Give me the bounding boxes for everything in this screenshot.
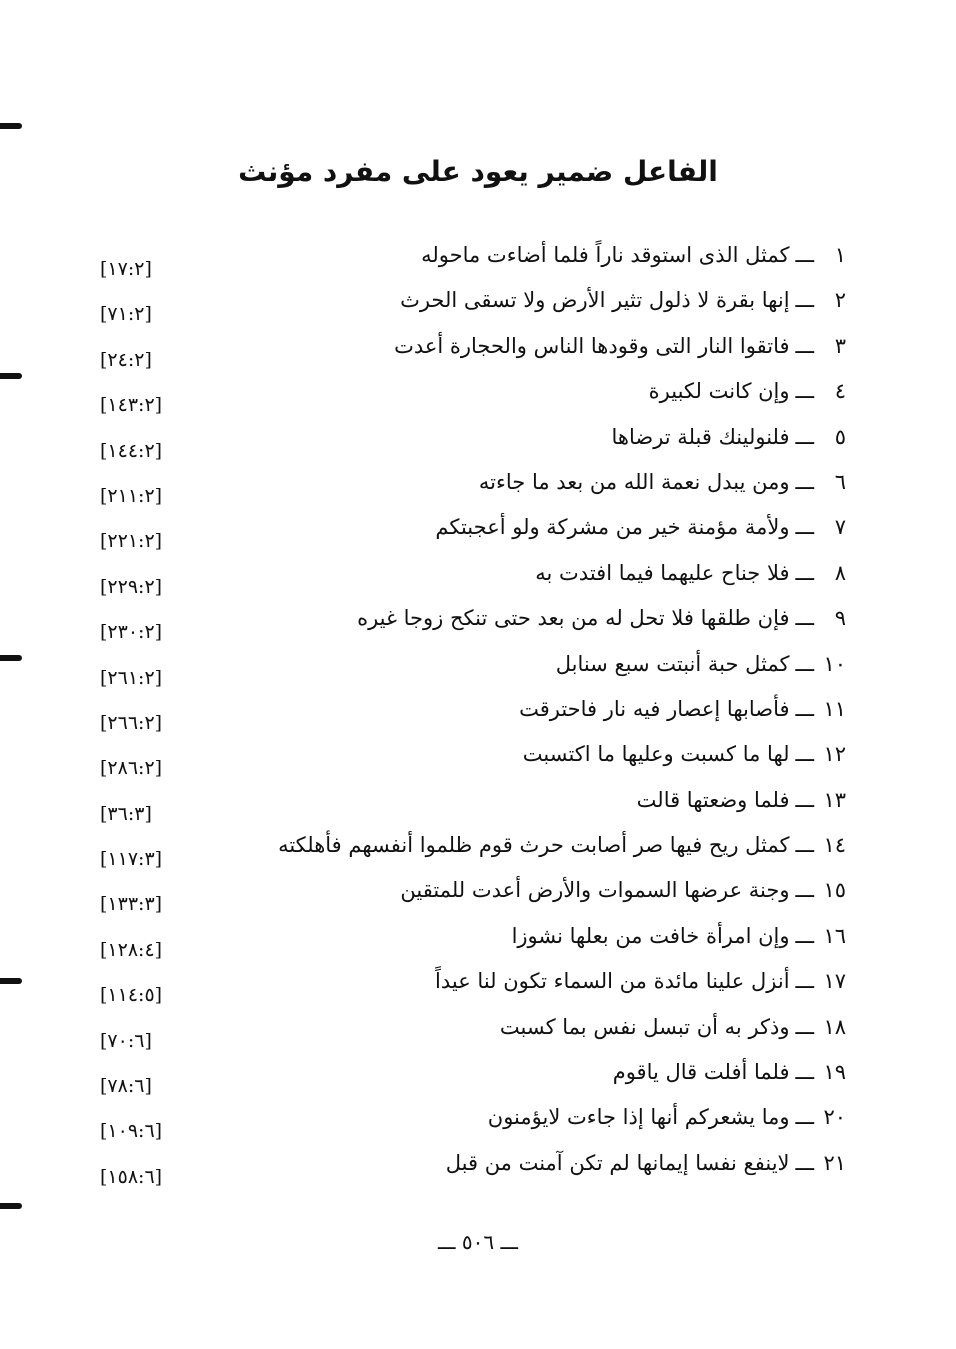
verse-line bbox=[479, 465, 846, 499]
list-item bbox=[0, 1146, 956, 1191]
list-item bbox=[0, 1055, 956, 1100]
dash-separator: ـــ bbox=[795, 878, 814, 903]
dash-separator: ـــ bbox=[795, 969, 814, 994]
verse-line bbox=[400, 873, 846, 907]
verse-reference: [٢٢١:٢] bbox=[100, 530, 163, 553]
verse-text: كمثل الذى استوقد ناراً فلما أضاءت ماحوله bbox=[421, 243, 790, 267]
list-item bbox=[0, 1010, 956, 1055]
verse-text: كمثل ريح فيها صر أصابت حرث قوم ظلموا أنفسهم فأهلكته bbox=[278, 833, 790, 858]
verse-number: ١٩ bbox=[823, 1060, 846, 1085]
dash-separator: ـــ bbox=[795, 333, 814, 358]
verse-reference: [٣٦:٣] bbox=[100, 802, 152, 825]
list-item bbox=[0, 873, 956, 918]
verse-text: وإن امرأة خافت من بعلها نشوزا bbox=[511, 923, 790, 948]
verse-text: فلا جناح عليهما فيما افتدت به bbox=[535, 560, 790, 585]
page-title: الفاعل ضمير يعود على مفرد مؤنث bbox=[238, 155, 718, 188]
verse-number: ١٠ bbox=[823, 651, 846, 676]
verse-reference: [١٣٣:٣] bbox=[100, 893, 163, 916]
verse-reference: [٢٣٠:٢] bbox=[100, 621, 163, 644]
list-item bbox=[0, 783, 956, 828]
dash-separator: ـــ bbox=[795, 515, 814, 540]
verse-number: ٩ bbox=[834, 606, 846, 631]
verse-reference: [٢٦٦:٢] bbox=[100, 711, 163, 734]
verse-text: وما يشعركم أنها إذا جاءت لايؤمنون bbox=[487, 1105, 790, 1130]
verse-number: ٤ bbox=[834, 379, 846, 404]
dash-separator: ـــ bbox=[795, 696, 814, 721]
list-item bbox=[0, 556, 956, 601]
verse-line bbox=[435, 964, 846, 998]
verse-reference: [١١٧:٣] bbox=[100, 848, 163, 871]
verse-line bbox=[612, 420, 847, 454]
verse-line bbox=[523, 737, 846, 771]
verse-number: ٨ bbox=[834, 560, 846, 585]
verse-text: لها ما كسبت وعليها ما اكتسبت bbox=[522, 742, 790, 767]
verse-number: ٦ bbox=[834, 469, 846, 494]
verse-number: ٢٠ bbox=[823, 1105, 846, 1130]
verse-text: فلما أفلت قال ياقوم bbox=[612, 1060, 790, 1085]
verse-number: ١٦ bbox=[823, 923, 846, 948]
list-item bbox=[0, 238, 956, 283]
verse-number: ١ bbox=[834, 243, 846, 267]
list-item bbox=[0, 374, 956, 419]
verse-number: ١٥ bbox=[823, 878, 846, 903]
verse-line bbox=[435, 510, 846, 544]
dash-separator: ـــ bbox=[795, 1150, 814, 1175]
verse-text: وذكر به أن تبسل نفس بما كسبت bbox=[499, 1014, 790, 1039]
verse-reference: [٢٨٦:٢] bbox=[100, 757, 163, 780]
dash-separator: ـــ bbox=[795, 606, 814, 631]
verse-reference: [٧١:٢] bbox=[100, 303, 152, 326]
dash-separator: ـــ bbox=[795, 288, 814, 313]
verse-line bbox=[488, 1100, 846, 1134]
verse-text: أنزل علينا مائدة من السماء تكون لنا عيداً bbox=[435, 969, 790, 994]
verse-number: ١٨ bbox=[823, 1014, 846, 1039]
list-item bbox=[0, 420, 956, 465]
list-item bbox=[0, 692, 956, 737]
verse-reference: [٢١١:٢] bbox=[100, 484, 163, 507]
dash-separator: ـــ bbox=[795, 1060, 814, 1085]
verse-number: ١٧ bbox=[823, 969, 846, 994]
dash-separator: ـــ bbox=[795, 833, 814, 858]
dash-separator: ـــ bbox=[795, 1014, 814, 1039]
list-item bbox=[0, 647, 956, 692]
dash-separator: ـــ bbox=[795, 923, 814, 948]
verse-line bbox=[400, 283, 846, 317]
verse-line bbox=[519, 692, 846, 726]
list-item bbox=[0, 828, 956, 873]
list-item bbox=[0, 329, 956, 374]
list-item bbox=[0, 601, 956, 646]
verse-reference: [١١٤:٥] bbox=[100, 984, 163, 1007]
verse-text: كمثل حبة أنبتت سبع سنابل bbox=[555, 651, 790, 676]
scan-edge-mark bbox=[0, 123, 22, 129]
verse-number: ١٣ bbox=[823, 787, 846, 812]
page-number: ـــ ٥٠٦ ـــ bbox=[437, 1230, 519, 1254]
verse-number: ٥ bbox=[834, 424, 846, 449]
verse-line bbox=[535, 556, 846, 590]
verse-number: ٧ bbox=[834, 515, 846, 540]
dash-separator: ـــ bbox=[795, 651, 814, 676]
verse-line bbox=[512, 919, 846, 953]
dash-separator: ـــ bbox=[795, 424, 814, 449]
dash-separator: ـــ bbox=[795, 742, 814, 767]
verse-text: لاينفع نفسا إيمانها لم تكن آمنت من قبل bbox=[445, 1150, 790, 1175]
dash-separator: ـــ bbox=[795, 243, 814, 267]
verse-line bbox=[556, 647, 846, 681]
list-item bbox=[0, 465, 956, 510]
verse-reference: [٧٠:٦] bbox=[100, 1029, 152, 1052]
verse-text: فإن طلقها فلا تحل له من بعد حتى تنكح زوجا غيره bbox=[357, 606, 790, 631]
list-item bbox=[0, 919, 956, 964]
verse-line bbox=[278, 828, 846, 862]
verse-text: إنها بقرة لا ذلول تثير الأرض ولا تسقى الحرث bbox=[400, 288, 790, 313]
verse-reference: [١٤٤:٢] bbox=[100, 439, 163, 462]
verse-reference: [١٢٨:٤] bbox=[100, 938, 163, 961]
dash-separator: ـــ bbox=[795, 1105, 814, 1130]
verse-line bbox=[357, 601, 846, 635]
verse-number: ٢ bbox=[834, 288, 846, 313]
verse-number: ١١ bbox=[823, 696, 846, 721]
verse-number: ٣ bbox=[834, 333, 846, 358]
verse-reference: [٢٦١:٢] bbox=[100, 666, 163, 689]
verse-text: فلما وضعتها قالت bbox=[636, 787, 790, 812]
verse-text: فاتقوا النار التى وقودها الناس والحجارة أعدت bbox=[394, 333, 790, 358]
verse-text: وجنة عرضها السموات والأرض أعدت للمتقين bbox=[400, 878, 790, 903]
dash-separator: ـــ bbox=[795, 787, 814, 812]
verse-reference: [٢٤:٢] bbox=[100, 348, 152, 371]
scan-edge-mark bbox=[0, 1203, 22, 1209]
verse-line bbox=[613, 1055, 846, 1089]
verse-list bbox=[0, 238, 956, 1191]
dash-separator: ـــ bbox=[795, 560, 814, 585]
verse-text: فلنولينك قبلة ترضاها bbox=[611, 424, 790, 449]
verse-number: ٢١ bbox=[823, 1150, 846, 1175]
verse-number: ١٤ bbox=[823, 833, 846, 858]
list-item bbox=[0, 510, 956, 555]
verse-line bbox=[500, 1010, 846, 1044]
verse-reference: [٧٨:٦] bbox=[100, 1075, 152, 1098]
verse-line bbox=[637, 783, 846, 817]
verse-line bbox=[649, 374, 846, 408]
verse-reference: [٢٢٩:٢] bbox=[100, 575, 163, 598]
dash-separator: ـــ bbox=[795, 379, 814, 404]
verse-line bbox=[446, 1146, 846, 1180]
list-item bbox=[0, 283, 956, 328]
list-item bbox=[0, 737, 956, 782]
verse-reference: [١٥٨:٦] bbox=[100, 1165, 163, 1188]
verse-line bbox=[394, 329, 846, 363]
verse-text: ولأمة مؤمنة خير من مشركة ولو أعجبتكم bbox=[435, 515, 790, 540]
verse-text: فأصابها إعصار فيه نار فاحترقت bbox=[519, 696, 790, 721]
verse-text: ومن يبدل نعمة الله من بعد ما جاءته bbox=[478, 469, 790, 494]
verse-reference: [١٧:٢] bbox=[100, 258, 152, 280]
verse-line bbox=[421, 238, 846, 272]
dash-separator: ـــ bbox=[795, 469, 814, 494]
verse-reference: [١٤٣:٢] bbox=[100, 394, 163, 417]
verse-reference: [١٠٩:٦] bbox=[100, 1120, 163, 1143]
list-item bbox=[0, 964, 956, 1009]
verse-text: وإن كانت لكبيرة bbox=[648, 379, 790, 404]
verse-number: ١٢ bbox=[823, 742, 846, 767]
list-item bbox=[0, 1100, 956, 1145]
